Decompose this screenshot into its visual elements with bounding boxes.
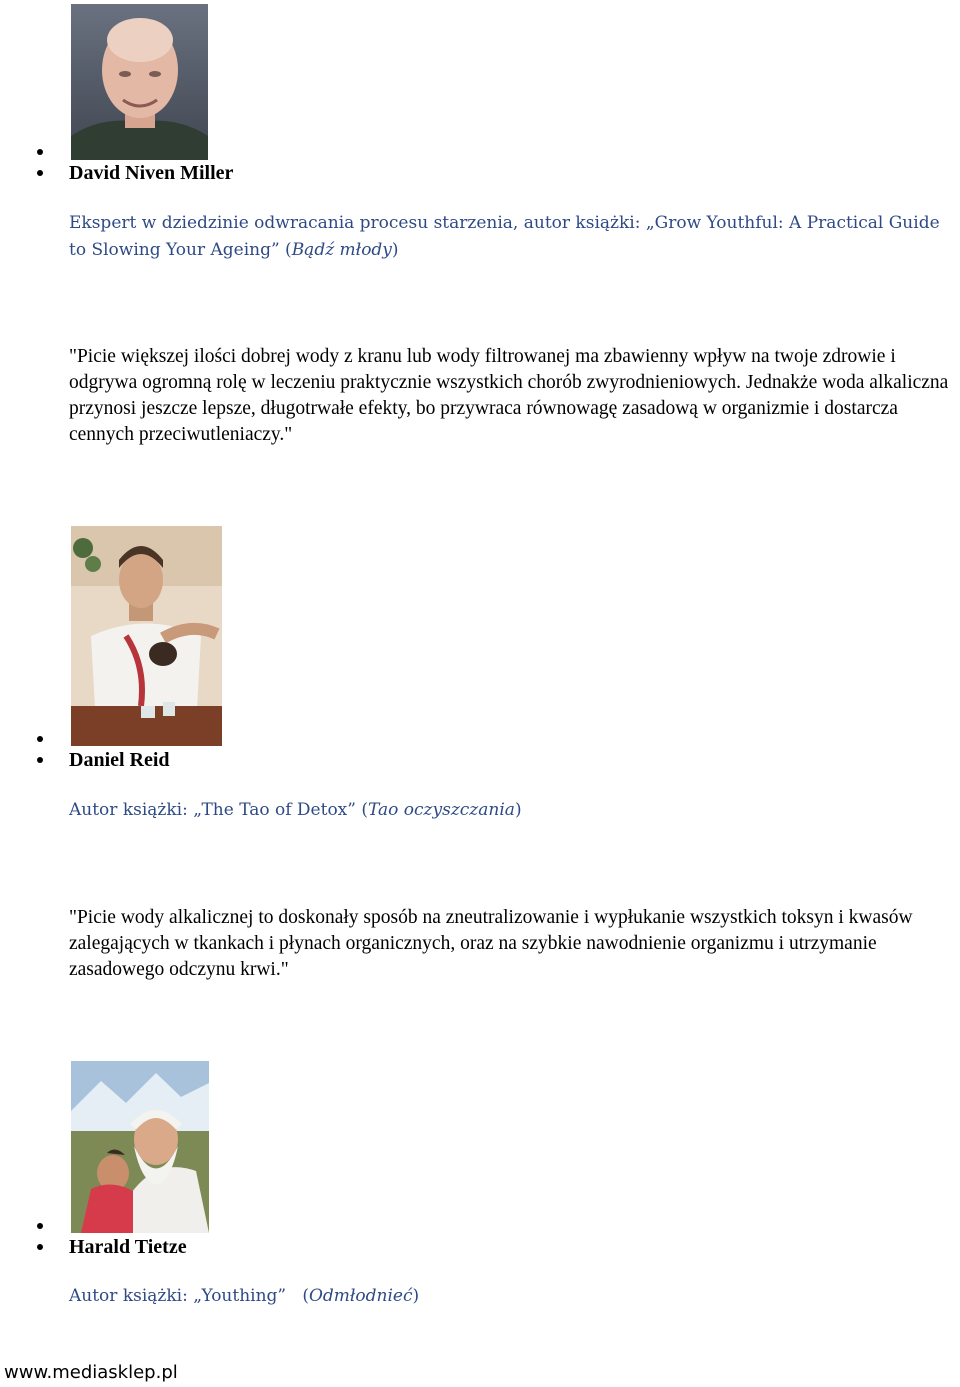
- subtitle-text: Autor książki: „Youthing” (: [69, 1286, 309, 1306]
- portrait-photo-daniel-reid: [71, 526, 222, 746]
- person-name: David Niven Miller: [69, 162, 234, 184]
- person-name: Daniel Reid: [69, 749, 170, 771]
- subtitle-text: Ekspert w dziedzinie odwracania procesu starzenia, autor książki: „Grow Youthful: A Practical Guide to Slowing Your Ageing” (: [69, 213, 940, 260]
- person-name: Harald Tietze: [69, 1236, 187, 1258]
- book-subtitle: [69, 797, 959, 824]
- portrait-photo-harald-tietze: [71, 1061, 209, 1233]
- list-bullet: [37, 1244, 43, 1250]
- book-subtitle: [69, 210, 959, 264]
- book-subtitle: [69, 1283, 959, 1310]
- list-bullet: [37, 1223, 43, 1229]
- footer-url: www.mediasklep.pl: [4, 1362, 178, 1383]
- list-bullet: [37, 170, 43, 176]
- list-bullet: [37, 757, 43, 763]
- subtitle-text: Autor książki: „The Tao of Detox” (: [69, 800, 368, 820]
- subtitle-close: ): [412, 1286, 420, 1306]
- subtitle-close: ): [514, 800, 522, 820]
- subtitle-title-italic: Tao oczyszczania: [368, 800, 515, 820]
- subtitle-title-italic: Odmłodnieć: [308, 1286, 413, 1306]
- quote-text: "Picie większej ilości dobrej wody z kranu lub wody filtrowanej ma zbawienny wpływ na twoje zdrowie i odgrywa ogromną rolę w leczeniu praktycznie wszystkich chorób zwyrodnieniowych. Jednakże woda alkaliczna przynosi jeszcze lepsze, długotrwałe efekty, bo przywraca równowagę zasadową w organizmie i dostarcza cennych przeciwutleniaczy.": [69, 346, 949, 445]
- portrait-photo-david-niven-miller: [71, 4, 208, 160]
- list-bullet: [37, 736, 43, 742]
- subtitle-close: ): [391, 240, 399, 260]
- subtitle-title-italic: Bądź młody: [291, 240, 392, 260]
- list-bullet: [37, 149, 43, 155]
- quote-text: "Picie wody alkalicznej to doskonały sposób na zneutralizowanie i wypłukanie wszystkich toksyn i kwasów zalegających w tkankach i płynach organicznych, oraz na szybkie nawodnienie organizmu i utrzymanie zasadowego odczynu krwi.": [69, 907, 913, 980]
